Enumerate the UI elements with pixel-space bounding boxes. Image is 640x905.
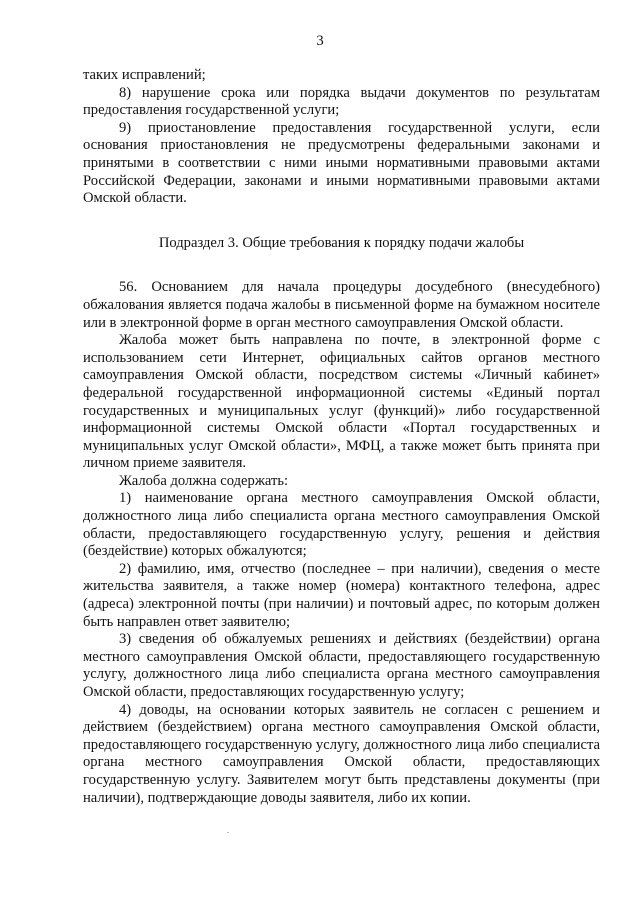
- page-number: 3: [316, 33, 324, 49]
- content-item-4: 4) доводы, на основании которых заявитель не согласен с решением и действием (бездействием) органа местного самоуправления Омской области, предоставляющего государственную услугу, должностного лица либо специалиста органа местного самоуправления Омской области, предоставляющих государственную услугу. Заявителем могут быть представлены документы (при наличии), подтверждающие доводы заявителя, либо их копии.: [83, 701, 600, 806]
- paragraph-complaint-contents-intro: Жалоба должна содержать:: [119, 472, 289, 489]
- paragraph-56: 56. Основанием для начала процедуры досудебного (внесудебного) обжалования является подача жалобы в письменной форме на бумажном носителе или в электронной форме в орган местного самоуправления Омской области.: [83, 279, 600, 331]
- document-body: [83, 67, 600, 807]
- content-item-3: 3) сведения об обжалуемых решениях и действиях (бездействии) органа местного самоуправления Омской области, предоставляющего государственную услугу, должностного лица либо специалиста органа местного самоуправления Омской области, предоставляющих государственную услугу;: [83, 631, 600, 700]
- section-heading: Подраздел 3. Общие требования к порядку подачи жалобы: [158, 234, 525, 251]
- paragraph-complaint-channels: Жалоба может быть направлена по почте, в электронной форме с использованием сети Интернет, официальных сайтов органов местного самоуправления Омской области, посредством системы «Личный кабинет» федеральной государственной информационной системы «Единый портал государственных и муниципальных услуг (функций)» либо государственной информационной системы Омской области «Портал государственных и муниципальных услуг Омской области», МФЦ, а также может быть принята при личном приеме заявителя.: [83, 332, 600, 472]
- list-item-9: 9) приостановление предоставления государственной услуги, если основания приостановления не предусмотрены федеральными законами и принятыми в соответствии с ними иными нормативными правовыми актами Российской Федерации, законами и иными нормативными правовыми актами Омской области.: [83, 119, 600, 207]
- scan-speck: [227, 832, 229, 833]
- content-item-2: 2) фамилию, имя, отчество (последнее – при наличии), сведения о месте жительства заявителя, а также номер (номера) контактного телефона, адрес (адреса) электронной почты (при наличии) и почтовый адрес, по которым должен быть направлен ответ заявителю;: [83, 560, 600, 630]
- paragraph-continuation: таких исправлений;: [83, 67, 206, 83]
- list-item-8: 8) нарушение срока или порядка выдачи документов по результатам предоставления государственной услуги;: [83, 84, 600, 119]
- content-item-1: 1) наименование органа местного самоуправления Омской области, должностного лица либо специалиста органа местного самоуправления Омской области, предоставляющего государственную услугу, решения и действия (бездействие) которых обжалуются;: [83, 490, 600, 560]
